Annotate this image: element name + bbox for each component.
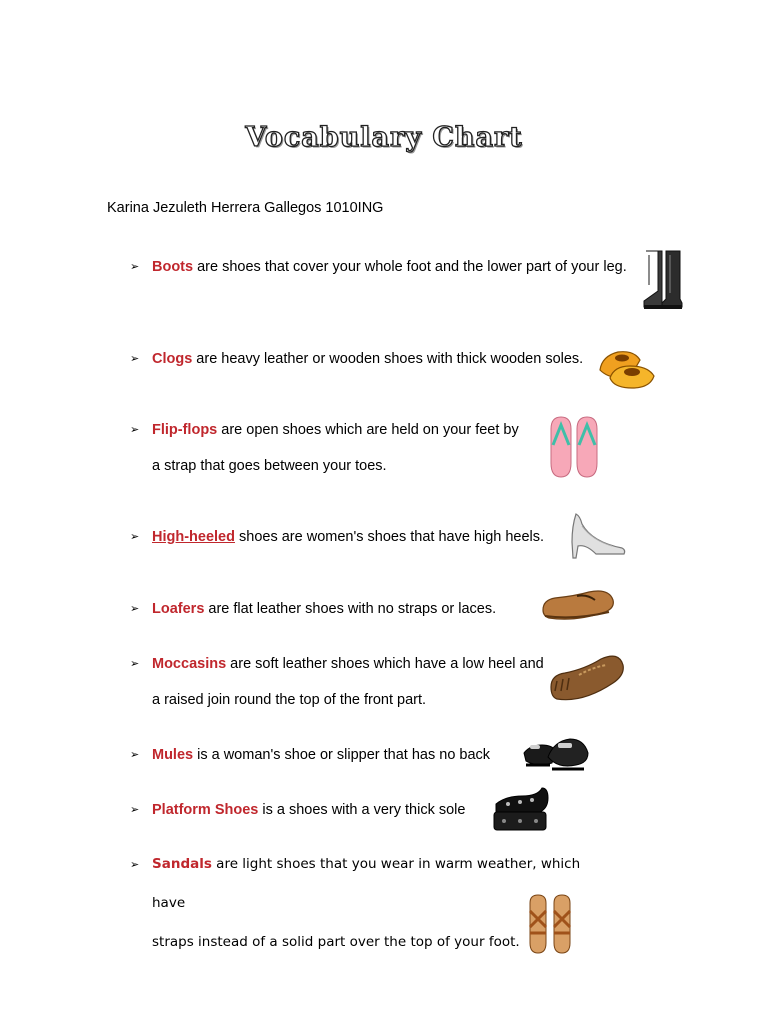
- term-high-heeled: High-heeled: [152, 529, 235, 545]
- entry-mules: [130, 737, 590, 773]
- bullet-arrow-icon: ➢: [130, 804, 140, 816]
- term-boots: Boots: [152, 259, 194, 275]
- loafer-icon: [541, 586, 615, 626]
- definition-platform-shoes: is a shoes with a very thick sole: [258, 802, 466, 818]
- flip-flops-icon: [547, 415, 601, 479]
- term-clogs: Clogs: [152, 351, 193, 367]
- bullet-arrow-icon: ➢: [130, 658, 140, 670]
- definition-sandals-line1: are light shoes that you wear in warm weather, which have: [152, 856, 581, 911]
- entry-moccasins: [130, 646, 590, 718]
- term-flip-flops: Flip-flops: [152, 422, 218, 438]
- definition-high-heeled: shoes are women's shoes that have high heels.: [234, 529, 545, 545]
- author-line: Karina Jezuleth Herrera Gallegos 1010ING: [107, 200, 384, 216]
- page-title: Vocabulary Chart: [245, 122, 523, 153]
- definition-mules: is a woman's shoe or slipper that has no back: [193, 747, 491, 763]
- definition-moccasins-line1: are soft leather shoes which have a low heel and: [226, 656, 544, 672]
- definition-loafers: are flat leather shoes with no straps or laces.: [204, 601, 497, 617]
- entry-high-heeled: [130, 519, 590, 555]
- sandals-icon: [526, 893, 574, 955]
- definition-boots: are shoes that cover your whole foot and the lower part of your leg.: [193, 259, 627, 275]
- definition-moccasins-line2: a raised join round the top of the front part.: [152, 692, 427, 708]
- definition-flip-flops-line1: are open shoes which are held on your feet by: [217, 422, 519, 438]
- moccasin-icon: [549, 651, 625, 703]
- boots-icon: [640, 249, 688, 311]
- clogs-icon: [596, 344, 658, 392]
- definition-flip-flops-line2: a strap that goes between your toes.: [152, 458, 387, 474]
- bullet-arrow-icon: ➢: [130, 424, 140, 436]
- bullet-arrow-icon: ➢: [130, 353, 140, 365]
- high-heel-icon: [568, 510, 628, 560]
- bullet-arrow-icon: ➢: [130, 749, 140, 761]
- definition-clogs: are heavy leather or wooden shoes with thick wooden soles.: [192, 351, 584, 367]
- bullet-arrow-icon: ➢: [130, 603, 140, 615]
- entry-clogs: [130, 341, 610, 377]
- term-mules: Mules: [152, 747, 194, 763]
- term-moccasins: Moccasins: [152, 656, 227, 672]
- term-platform-shoes: Platform Shoes: [152, 802, 259, 818]
- definition-sandals-line2: straps instead of a solid part over the top of your foot.: [152, 934, 520, 950]
- term-sandals: Sandals: [152, 856, 212, 872]
- entry-loafers: [130, 591, 590, 627]
- term-loafers: Loafers: [152, 601, 205, 617]
- bullet-arrow-icon: ➢: [130, 858, 140, 871]
- bullet-arrow-icon: ➢: [130, 261, 140, 273]
- mules-icon: [522, 731, 590, 773]
- entry-boots: [130, 249, 650, 285]
- platform-shoe-icon: [490, 784, 550, 838]
- bullet-arrow-icon: ➢: [130, 531, 140, 543]
- entry-flip-flops: [130, 412, 590, 484]
